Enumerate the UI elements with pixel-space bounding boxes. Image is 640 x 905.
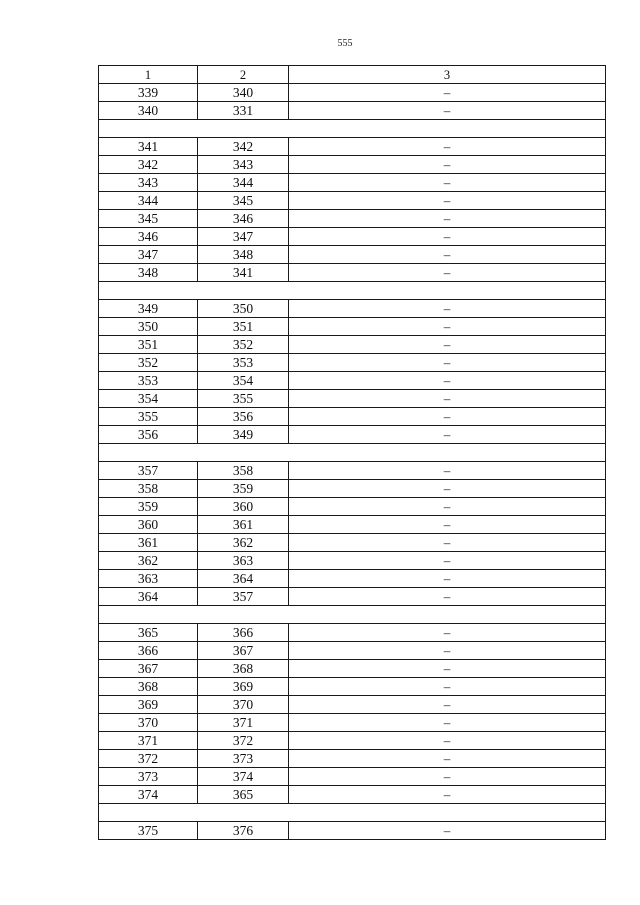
table-row xyxy=(99,660,606,678)
table-row xyxy=(99,696,606,714)
group-separator-row xyxy=(99,282,606,300)
table-row xyxy=(99,480,606,498)
table-cell-col-1: 367 xyxy=(99,660,198,678)
table-cell-col-2: 376 xyxy=(198,822,289,840)
table-cell-col-3: – xyxy=(289,192,606,210)
group-separator-row xyxy=(99,444,606,462)
data-table xyxy=(98,65,606,840)
table-cell-col-3: – xyxy=(289,210,606,228)
table-cell-col-1: 339 xyxy=(99,84,198,102)
table-cell-col-3: – xyxy=(289,354,606,372)
table-cell-col-2: 371 xyxy=(198,714,289,732)
table-cell-col-1: 363 xyxy=(99,570,198,588)
table-cell-col-3: – xyxy=(289,768,606,786)
table-row xyxy=(99,498,606,516)
table-row xyxy=(99,210,606,228)
table-cell-col-3: – xyxy=(289,498,606,516)
table-cell-col-2: 373 xyxy=(198,750,289,768)
table-cell-col-1: 345 xyxy=(99,210,198,228)
table-cell-col-1: 365 xyxy=(99,624,198,642)
table-cell-col-3: – xyxy=(289,462,606,480)
table-cell-col-1: 361 xyxy=(99,534,198,552)
table-cell-col-1: 342 xyxy=(99,156,198,174)
table-row xyxy=(99,768,606,786)
table-cell-col-3: – xyxy=(289,570,606,588)
table-cell-col-3: – xyxy=(289,696,606,714)
table-row xyxy=(99,408,606,426)
table-row xyxy=(99,624,606,642)
table-body xyxy=(99,84,606,840)
table-cell-col-3: – xyxy=(289,678,606,696)
table-row xyxy=(99,318,606,336)
table-cell-col-3: – xyxy=(289,228,606,246)
table-cell-col-2: 345 xyxy=(198,192,289,210)
table-row xyxy=(99,552,606,570)
table-cell-col-2: 331 xyxy=(198,102,289,120)
table-cell-col-1: 340 xyxy=(99,102,198,120)
table-cell-col-2: 341 xyxy=(198,264,289,282)
table-row xyxy=(99,192,606,210)
table-cell-col-2: 360 xyxy=(198,498,289,516)
table-cell-col-2: 347 xyxy=(198,228,289,246)
table-cell-col-3: – xyxy=(289,534,606,552)
table-cell-col-1: 356 xyxy=(99,426,198,444)
table-cell-col-3: – xyxy=(289,264,606,282)
table-row xyxy=(99,822,606,840)
table-row xyxy=(99,102,606,120)
table-row xyxy=(99,426,606,444)
table-cell-col-3: – xyxy=(289,480,606,498)
table-row xyxy=(99,750,606,768)
table-cell-col-2: 352 xyxy=(198,336,289,354)
table-row xyxy=(99,300,606,318)
table-row xyxy=(99,84,606,102)
table-cell-col-2: 368 xyxy=(198,660,289,678)
table-cell-col-1: 351 xyxy=(99,336,198,354)
table-cell-col-3: – xyxy=(289,372,606,390)
table-cell-col-1: 349 xyxy=(99,300,198,318)
table-row xyxy=(99,228,606,246)
table-cell-col-1: 344 xyxy=(99,192,198,210)
column-header-1: 1 xyxy=(99,66,198,84)
table-cell-col-1: 368 xyxy=(99,678,198,696)
group-separator-row xyxy=(99,606,606,624)
table-cell-col-2: 365 xyxy=(198,786,289,804)
group-separator-cell xyxy=(99,606,606,624)
table-cell-col-2: 357 xyxy=(198,588,289,606)
table-cell-col-1: 372 xyxy=(99,750,198,768)
table-cell-col-1: 371 xyxy=(99,732,198,750)
table-row xyxy=(99,534,606,552)
table-row xyxy=(99,390,606,408)
table-cell-col-3: – xyxy=(289,642,606,660)
table-cell-col-1: 369 xyxy=(99,696,198,714)
table-cell-col-1: 366 xyxy=(99,642,198,660)
table-cell-col-2: 354 xyxy=(198,372,289,390)
table-cell-col-3: – xyxy=(289,246,606,264)
table-cell-col-1: 350 xyxy=(99,318,198,336)
group-separator-cell xyxy=(99,120,606,138)
table-cell-col-1: 341 xyxy=(99,138,198,156)
table-cell-col-2: 348 xyxy=(198,246,289,264)
table-row xyxy=(99,786,606,804)
table-cell-col-2: 355 xyxy=(198,390,289,408)
table-cell-col-3: – xyxy=(289,336,606,354)
group-separator-row xyxy=(99,804,606,822)
group-separator-cell xyxy=(99,282,606,300)
table-cell-col-1: 373 xyxy=(99,768,198,786)
table-cell-col-3: – xyxy=(289,660,606,678)
table-cell-col-3: – xyxy=(289,408,606,426)
table-cell-col-2: 372 xyxy=(198,732,289,750)
column-header-3: 3 xyxy=(289,66,606,84)
table-row xyxy=(99,264,606,282)
table-cell-col-3: – xyxy=(289,750,606,768)
table-cell-col-2: 351 xyxy=(198,318,289,336)
table-cell-col-3: – xyxy=(289,300,606,318)
table-row xyxy=(99,372,606,390)
table-cell-col-3: – xyxy=(289,732,606,750)
table-row xyxy=(99,156,606,174)
table-cell-col-2: 356 xyxy=(198,408,289,426)
table-cell-col-1: 347 xyxy=(99,246,198,264)
table-cell-col-3: – xyxy=(289,318,606,336)
group-separator-cell xyxy=(99,444,606,462)
table-row xyxy=(99,570,606,588)
table-cell-col-3: – xyxy=(289,624,606,642)
table-cell-col-2: 359 xyxy=(198,480,289,498)
table-cell-col-1: 354 xyxy=(99,390,198,408)
group-separator-cell xyxy=(99,804,606,822)
table-cell-col-2: 366 xyxy=(198,624,289,642)
table-row xyxy=(99,516,606,534)
table-cell-col-1: 364 xyxy=(99,588,198,606)
table-cell-col-2: 342 xyxy=(198,138,289,156)
table-cell-col-1: 348 xyxy=(99,264,198,282)
table-cell-col-1: 359 xyxy=(99,498,198,516)
table-cell-col-3: – xyxy=(289,156,606,174)
table-cell-col-2: 362 xyxy=(198,534,289,552)
table-cell-col-2: 358 xyxy=(198,462,289,480)
table-row xyxy=(99,138,606,156)
table-cell-col-3: – xyxy=(289,516,606,534)
table-cell-col-3: – xyxy=(289,714,606,732)
table-cell-col-2: 344 xyxy=(198,174,289,192)
table-cell-col-2: 370 xyxy=(198,696,289,714)
table-cell-col-2: 369 xyxy=(198,678,289,696)
table-row xyxy=(99,354,606,372)
table-cell-col-1: 355 xyxy=(99,408,198,426)
table-cell-col-2: 361 xyxy=(198,516,289,534)
table-cell-col-1: 360 xyxy=(99,516,198,534)
table-row xyxy=(99,678,606,696)
table-cell-col-2: 349 xyxy=(198,426,289,444)
table-row xyxy=(99,246,606,264)
table-cell-col-3: – xyxy=(289,102,606,120)
table-cell-col-2: 346 xyxy=(198,210,289,228)
table-cell-col-1: 362 xyxy=(99,552,198,570)
table-row xyxy=(99,174,606,192)
table-header-row xyxy=(99,66,606,84)
table-cell-col-2: 374 xyxy=(198,768,289,786)
table-cell-col-1: 346 xyxy=(99,228,198,246)
table-cell-col-1: 357 xyxy=(99,462,198,480)
table-cell-col-2: 363 xyxy=(198,552,289,570)
table-cell-col-3: – xyxy=(289,822,606,840)
table-cell-col-1: 375 xyxy=(99,822,198,840)
table-cell-col-1: 374 xyxy=(99,786,198,804)
table-row xyxy=(99,714,606,732)
table-cell-col-3: – xyxy=(289,174,606,192)
table-row xyxy=(99,588,606,606)
table-cell-col-2: 340 xyxy=(198,84,289,102)
table-cell-col-1: 343 xyxy=(99,174,198,192)
page-number: 555 xyxy=(337,38,353,49)
group-separator-row xyxy=(99,120,606,138)
table-cell-col-2: 367 xyxy=(198,642,289,660)
table-cell-col-1: 352 xyxy=(99,354,198,372)
table-cell-col-3: – xyxy=(289,786,606,804)
table-cell-col-1: 358 xyxy=(99,480,198,498)
table-cell-col-3: – xyxy=(289,552,606,570)
table-row xyxy=(99,336,606,354)
table-row xyxy=(99,462,606,480)
table-row xyxy=(99,642,606,660)
table-cell-col-3: – xyxy=(289,390,606,408)
column-header-2: 2 xyxy=(198,66,289,84)
table-cell-col-1: 353 xyxy=(99,372,198,390)
table-cell-col-3: – xyxy=(289,84,606,102)
table-cell-col-2: 364 xyxy=(198,570,289,588)
table-row xyxy=(99,732,606,750)
table-cell-col-3: – xyxy=(289,426,606,444)
table-cell-col-2: 353 xyxy=(198,354,289,372)
table-cell-col-3: – xyxy=(289,138,606,156)
table-cell-col-3: – xyxy=(289,588,606,606)
table-cell-col-2: 343 xyxy=(198,156,289,174)
table-cell-col-2: 350 xyxy=(198,300,289,318)
table-cell-col-1: 370 xyxy=(99,714,198,732)
